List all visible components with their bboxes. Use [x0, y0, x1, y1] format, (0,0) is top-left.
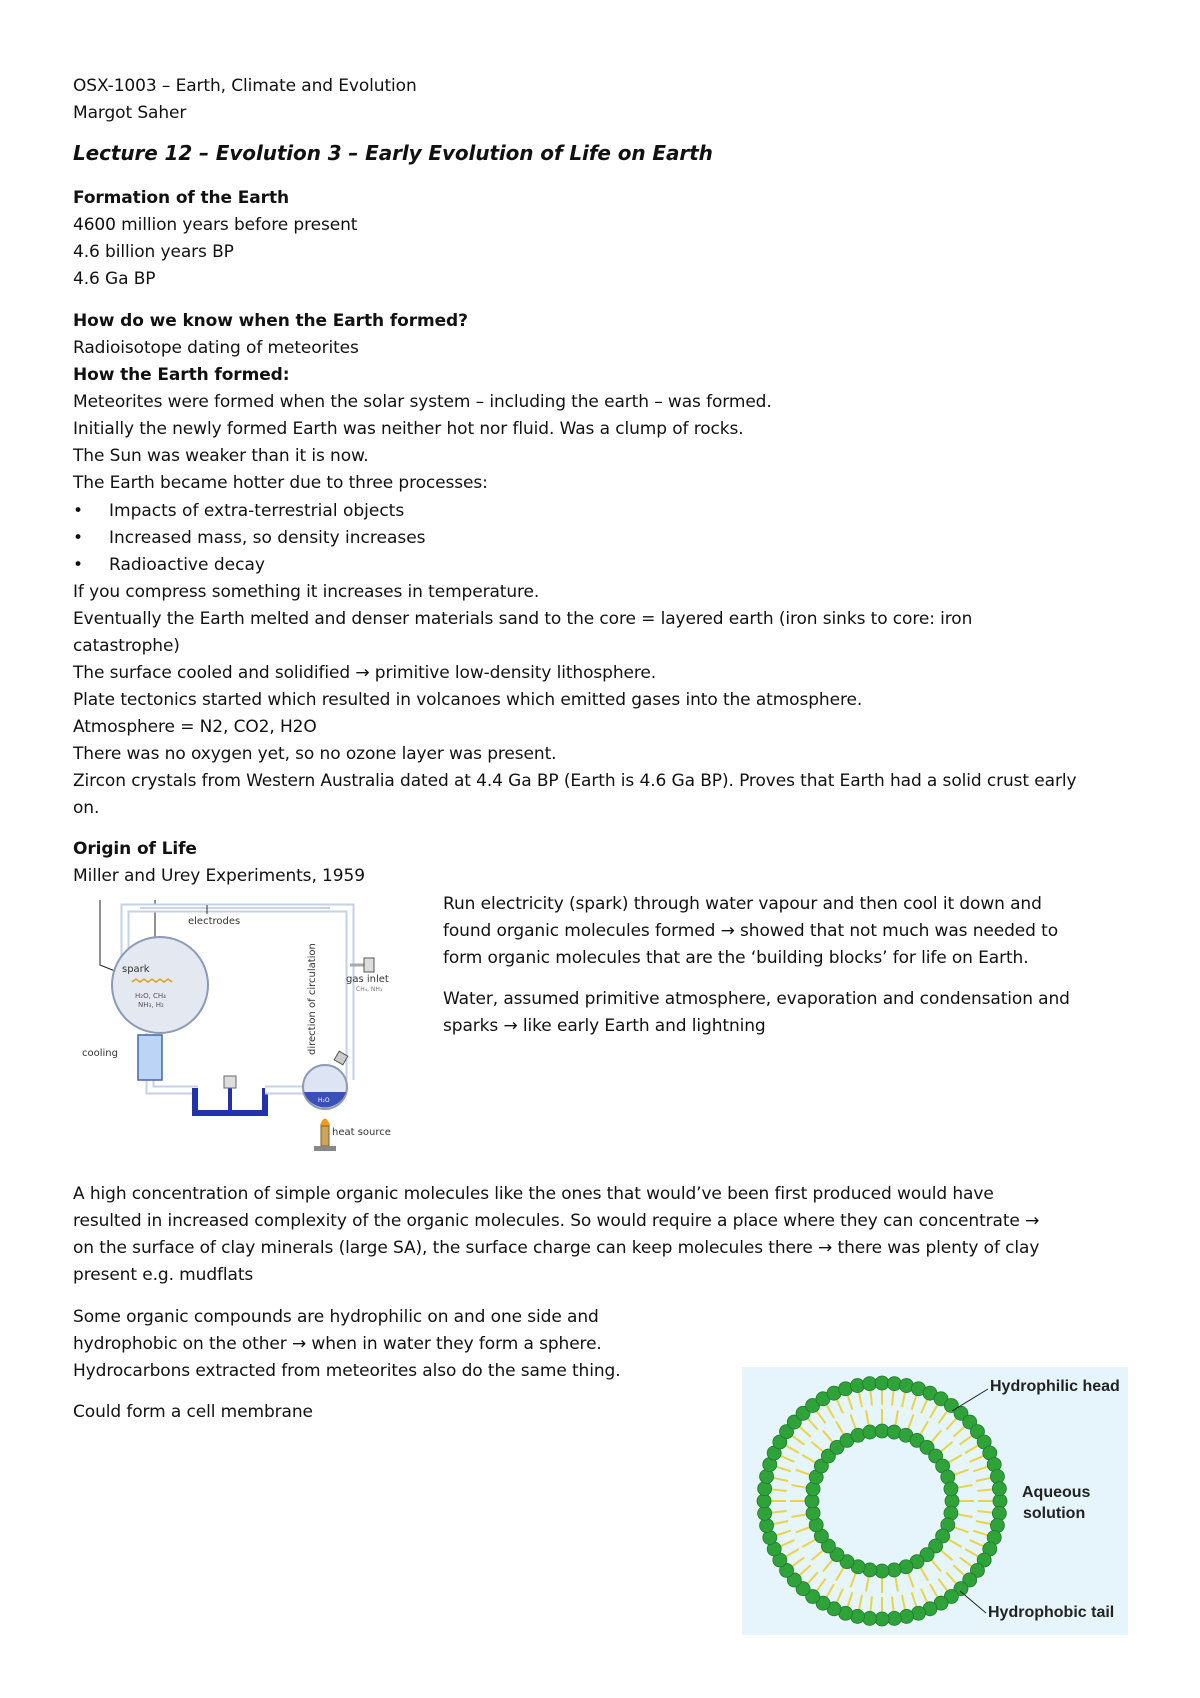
body-line: present e.g. mudflats: [73, 1265, 254, 1285]
origin-para-line: found organic molecules formed → showed that not much was needed to: [443, 921, 1059, 941]
body-line: Hydrocarbons extracted from meteorites also do the same thing.: [73, 1361, 621, 1381]
hydrophilic-head-label: Hydrophilic head: [990, 1378, 1120, 1395]
lipid-head: [875, 1612, 889, 1626]
body-line: Eventually the Earth melted and denser materials sand to the core = layered earth (iron sinks to core: iron: [73, 609, 973, 629]
body-line: Zircon crystals from Western Australia dated at 4.4 Ga BP (Earth is 4.6 Ga BP). Proves that Earth had a solid crust early: [73, 771, 1077, 791]
body-line: hydrophobic on the other → when in water they form a sphere.: [73, 1334, 602, 1354]
formation-line: 4.6 billion years BP: [73, 242, 234, 262]
lipid-head: [993, 1494, 1007, 1508]
heat-source-label: heat source: [332, 1127, 391, 1138]
lipid-head: [758, 1506, 772, 1520]
bullet-text: Radioactive decay: [109, 555, 265, 575]
origin-para-line: sparks → like early Earth and lightning: [443, 1016, 766, 1036]
body-line: Atmosphere = N2, CO2, H2O: [73, 717, 317, 737]
lipid-head: [758, 1482, 772, 1496]
liposome-diagram: [742, 1367, 1128, 1635]
body-line: catastrophe): [73, 636, 180, 656]
lipid-head: [760, 1519, 774, 1533]
formation-line: 4600 million years before present: [73, 215, 358, 235]
body-line: The surface cooled and solidified → primitive low-density lithosphere.: [73, 663, 657, 683]
bullet-item: [73, 501, 404, 521]
body-line: There was no oxygen yet, so no ozone layer was present.: [73, 744, 557, 764]
gases-label: H₂O, CH₄: [135, 992, 166, 1000]
body-line: Some organic compounds are hydrophilic on and one side and: [73, 1307, 599, 1327]
body-line: Meteorites were formed when the solar system – including the earth – was formed.: [73, 392, 772, 412]
body-line: Could form a cell membrane: [73, 1402, 313, 1422]
author-line: Margot Saher: [73, 103, 187, 123]
lipid-head: [850, 1379, 864, 1393]
how-know-answer: Radioisotope dating of meteorites: [73, 338, 359, 358]
burner: [321, 1126, 329, 1146]
body-line: The Sun was weaker than it is now.: [73, 446, 369, 466]
course-line: OSX-1003 – Earth, Climate and Evolution: [73, 76, 417, 96]
origin-para-line: form organic molecules that are the ‘building blocks’ for life on Earth.: [443, 948, 1029, 968]
body-line: The Earth became hotter due to three processes:: [73, 473, 488, 493]
body-line: on the surface of clay minerals (large SA), the surface charge can keep molecules there → there was plenty of clay: [73, 1238, 1040, 1258]
gas-inlet-label: gas inlet: [346, 974, 389, 985]
lipid-head: [863, 1377, 877, 1391]
electrodes-label: electrodes: [188, 916, 241, 927]
water-label: H₂O: [318, 1097, 330, 1104]
lipid-head: [990, 1469, 1004, 1483]
cooling-jacket: [138, 1035, 162, 1080]
lipid-head: [863, 1611, 877, 1625]
miller-urey-apparatus-diagram: [80, 890, 420, 1160]
bullet-text: Increased mass, so density increases: [109, 528, 426, 548]
spark-flask: [112, 937, 208, 1033]
bullet-text: Impacts of extra-terrestrial objects: [109, 501, 405, 521]
lipid-head: [887, 1377, 901, 1391]
gas-inlet-valve-icon: [364, 958, 374, 972]
body-line: If you compress something it increases in temperature.: [73, 582, 540, 602]
how-know-heading: How do we know when the Earth formed?: [73, 311, 468, 331]
formation-line: 4.6 Ga BP: [73, 269, 156, 289]
bullet-dot-icon: •: [73, 501, 84, 521]
origin-heading: Origin of Life: [73, 839, 197, 859]
body-line: Initially the newly formed Earth was neither hot nor fluid. Was a clump of rocks.: [73, 419, 744, 439]
body-line: on.: [73, 798, 100, 818]
origin-subheading: Miller and Urey Experiments, 1959: [73, 866, 365, 886]
bullet-item: [73, 555, 265, 575]
formation-heading: Formation of the Earth: [73, 188, 289, 208]
circulation-label: direction of circulation: [307, 943, 318, 1055]
how-formed-heading: How the Earth formed:: [73, 365, 290, 385]
bullet-dot-icon: •: [73, 528, 84, 548]
lipid-head: [992, 1506, 1006, 1520]
cooling-label: cooling: [82, 1048, 118, 1059]
gases-label: NH₃, H₂: [138, 1001, 164, 1009]
lipid-head: [900, 1609, 914, 1623]
lipid-head: [944, 1482, 958, 1496]
gas-inlet-sub-label: CH₄, NH₃: [356, 986, 383, 993]
lipid-head: [887, 1611, 901, 1625]
bullet-dot-icon: •: [73, 555, 84, 575]
bullet-item: [73, 528, 426, 548]
hydrophobic-tail-label: Hydrophobic tail: [988, 1604, 1115, 1621]
body-line: A high concentration of simple organic molecules like the ones that would’ve been first produced would have: [73, 1184, 994, 1204]
lipid-head: [992, 1482, 1006, 1496]
aqueous-label: Aqueous: [1022, 1484, 1091, 1501]
lecture-title: Lecture 12 – Evolution 3 – Early Evolution of Life on Earth: [73, 141, 713, 165]
body-line: Plate tectonics started which resulted in volcanoes which emitted gases into the atmosphere.: [73, 690, 863, 710]
origin-para-line: Run electricity (spark) through water vapour and then cool it down and: [443, 894, 1042, 914]
lipid-head: [757, 1494, 771, 1508]
lipid-head: [875, 1376, 889, 1390]
spark-label: spark: [122, 964, 150, 975]
origin-para-line: Water, assumed primitive atmosphere, evaporation and condensation and: [443, 989, 1070, 1009]
sample-stopcock: [224, 1076, 236, 1088]
body-line: resulted in increased complexity of the organic molecules. So would require a place where they can concentrate →: [73, 1211, 1040, 1231]
aqueous-label: solution: [1023, 1505, 1086, 1522]
